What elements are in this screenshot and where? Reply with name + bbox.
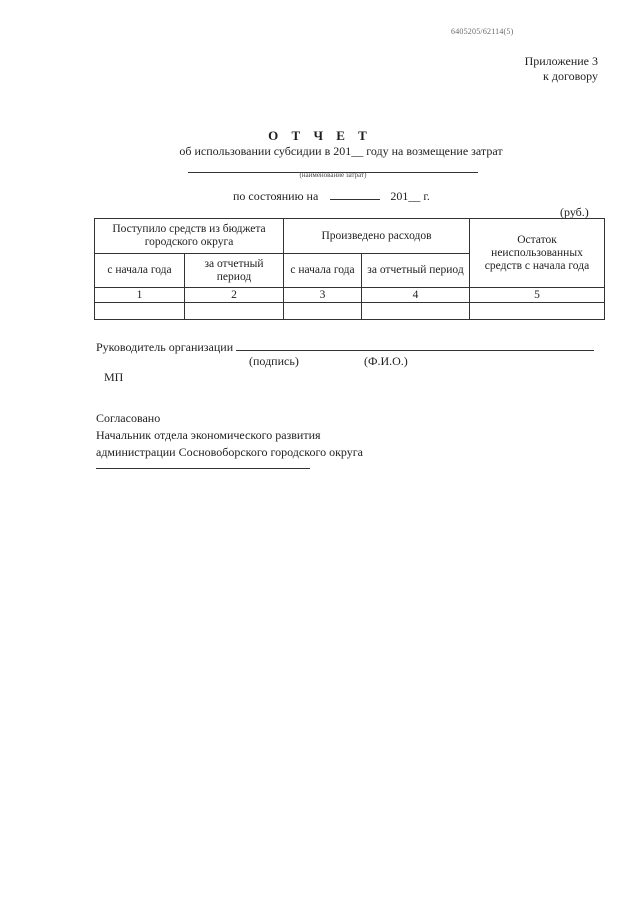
- subheader-received-period: за отчетный период: [185, 254, 284, 288]
- as-of-date: [233, 189, 430, 204]
- as-of-label: по состоянию на: [233, 189, 319, 203]
- document-code: 6405205/62114(5): [451, 27, 514, 36]
- report-title: О Т Ч Е Т: [268, 128, 372, 143]
- subheader-spent-from-start: с начала года: [284, 254, 362, 288]
- appendix-reference: к договору: [543, 69, 598, 83]
- column-number: 3: [284, 288, 362, 303]
- column-number: 4: [362, 288, 470, 303]
- currency-unit: (руб.): [560, 205, 589, 219]
- table-cell: [470, 303, 605, 320]
- approval-position: Начальник отдела экономического развития: [96, 428, 321, 442]
- header-expenses-made: Произведено расходов: [284, 219, 470, 254]
- header-received-from-budget: Поступило средств из бюджета городского округа: [95, 219, 284, 254]
- head-label: Руководитель организации: [96, 340, 234, 354]
- stamp-place: МП: [104, 370, 124, 384]
- approval-signature-line: [96, 468, 310, 469]
- header-unused-balance: Остаток неиспользованных средств с начала года: [470, 219, 605, 288]
- table-cell: [95, 303, 185, 320]
- column-number: 5: [470, 288, 605, 303]
- approval-block: [96, 410, 363, 461]
- date-blank-line: [330, 189, 380, 200]
- column-number: 2: [185, 288, 284, 303]
- full-name-caption: (Ф.И.О.): [364, 354, 408, 368]
- report-subtitle: об использовании субсидии в 201__ году на возмещение затрат: [179, 144, 503, 158]
- subheader-spent-period: за отчетный период: [362, 254, 470, 288]
- table-cell: [284, 303, 362, 320]
- as-of-year: 201__ г.: [390, 189, 430, 203]
- approval-title: Согласовано: [96, 411, 161, 425]
- appendix-number: Приложение 3: [524, 54, 598, 68]
- appendix-note: [525, 54, 598, 84]
- table-row-empty: [95, 303, 605, 320]
- signature-caption: (подпись): [249, 354, 299, 368]
- table-cell: [185, 303, 284, 320]
- report-table: [94, 218, 605, 320]
- subheader-received-from-start: с начала года: [95, 254, 185, 288]
- cost-name-caption: (наименование затрат): [299, 171, 367, 179]
- approval-organization: администрации Сосновоборского городского округа: [96, 445, 363, 459]
- table-row-column-numbers: [95, 288, 605, 303]
- table-cell: [362, 303, 470, 320]
- signature-blank-line: [236, 340, 594, 351]
- column-number: 1: [95, 288, 185, 303]
- head-signature-line: [96, 340, 594, 355]
